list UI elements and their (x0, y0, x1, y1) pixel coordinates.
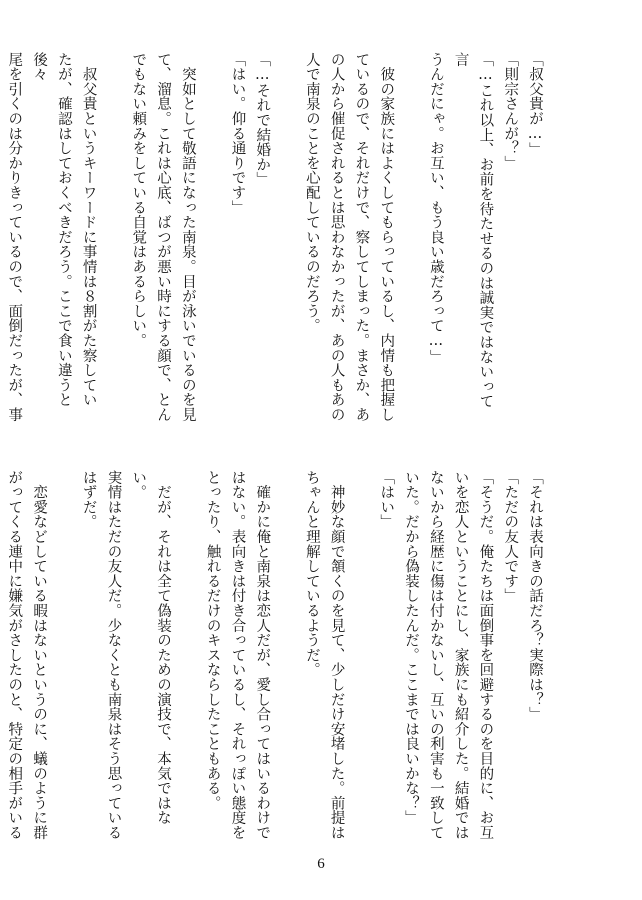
text-line (274, 470, 299, 840)
text-line (349, 470, 374, 840)
text-line: 「…これ以上、お前を待たせるのは誠実ではないって言 (452, 52, 494, 409)
text-line: て、溜息。これは心底、ばつが悪い時にする顔で、とん (155, 52, 172, 422)
text-line: ているので、それだけで、察してしまった。まさか、あ (353, 52, 370, 422)
text-line (51, 470, 76, 840)
text-line: 尾を引くのは分かりきっているので、面倒だったが、事 (6, 52, 23, 422)
text-line: 「はい」 (378, 470, 395, 530)
text-line: はずだ。 (80, 470, 97, 530)
text-line: 「叔父貴が…」 (527, 52, 543, 158)
text-line: 叔父貴というキーワードに事情は８割がた察してい (80, 52, 97, 408)
text-line (200, 52, 225, 422)
text-line: 「…それで結婚か」 (254, 52, 271, 187)
top-text-block (6, 52, 547, 422)
text-line (101, 52, 126, 422)
text-line: がってくる連中に嫌気がさしたのと、特定の相手がいる (6, 470, 23, 840)
page-number: 6 (317, 856, 325, 872)
text-line: たが、確認はしておくべきだろう。ここで食い違うと後々 (31, 52, 72, 408)
text-line: 人で南泉のことを心配しているのだろう。 (303, 52, 320, 334)
text-line (398, 52, 423, 422)
text-line: 「はい。仰る通りです」 (229, 52, 246, 215)
text-line: でもない頼みをしている自覚はあるらしい。 (130, 52, 147, 348)
text-line: はない。表向きは付き合っているし、それっぽい態度を (229, 470, 246, 840)
text-line: だが、それは全て偽装のための演技で、本気ではない。 (130, 470, 172, 826)
text-line: ちゃんと理解しているようだ。 (303, 470, 320, 678)
text-line: いた。だから偽装したんだ。ここまでは良いかな？」 (403, 470, 420, 826)
text-line: とったり、触れるだけのキスならしたこともある。 (204, 470, 221, 811)
text-line: 神妙な顔で頷くのを見て、少しだけ安堵した。前提は (328, 470, 345, 840)
text-line: 突如として敬語になった南泉。目が泳いでいるのを見 (179, 52, 196, 422)
text-line: 「ただの友人です」 (502, 470, 519, 604)
text-line (175, 470, 200, 840)
text-line: 彼の家族にはよくしてもらっているし、内情も把握し (378, 52, 395, 422)
text-line: いを恋人ということにし、家族にも紹介した。結婚では (452, 470, 469, 840)
text-line: うんだにゃ。お互い、もう良い歳だろって…」 (427, 52, 444, 365)
text-line: 「則宗さんが？」 (502, 52, 519, 171)
text-line (0, 470, 1, 840)
bottom-text-block (6, 470, 547, 840)
text-line: 確かに俺と南泉は恋人だが、愛し合ってはいるわけで (254, 470, 271, 840)
text-line: ないから経歴に傷は付かないし、互いの利害も一致して (427, 470, 444, 840)
text-line: 「そうだ。俺たちは面倒事を回避するのを目的に、お互 (477, 470, 494, 840)
text-line (274, 52, 299, 422)
text-line: の人から催促されるとは思わなかったが、あの人もあの (328, 52, 345, 422)
text-line: 実情はただの友人だ。少なくとも南泉はそう思っている (105, 470, 122, 840)
text-line: 「それは表向きの話だろ？実際は？」 (527, 470, 543, 722)
text-line: 恋愛などしている暇はないというのに、蟻のように群 (31, 470, 48, 840)
